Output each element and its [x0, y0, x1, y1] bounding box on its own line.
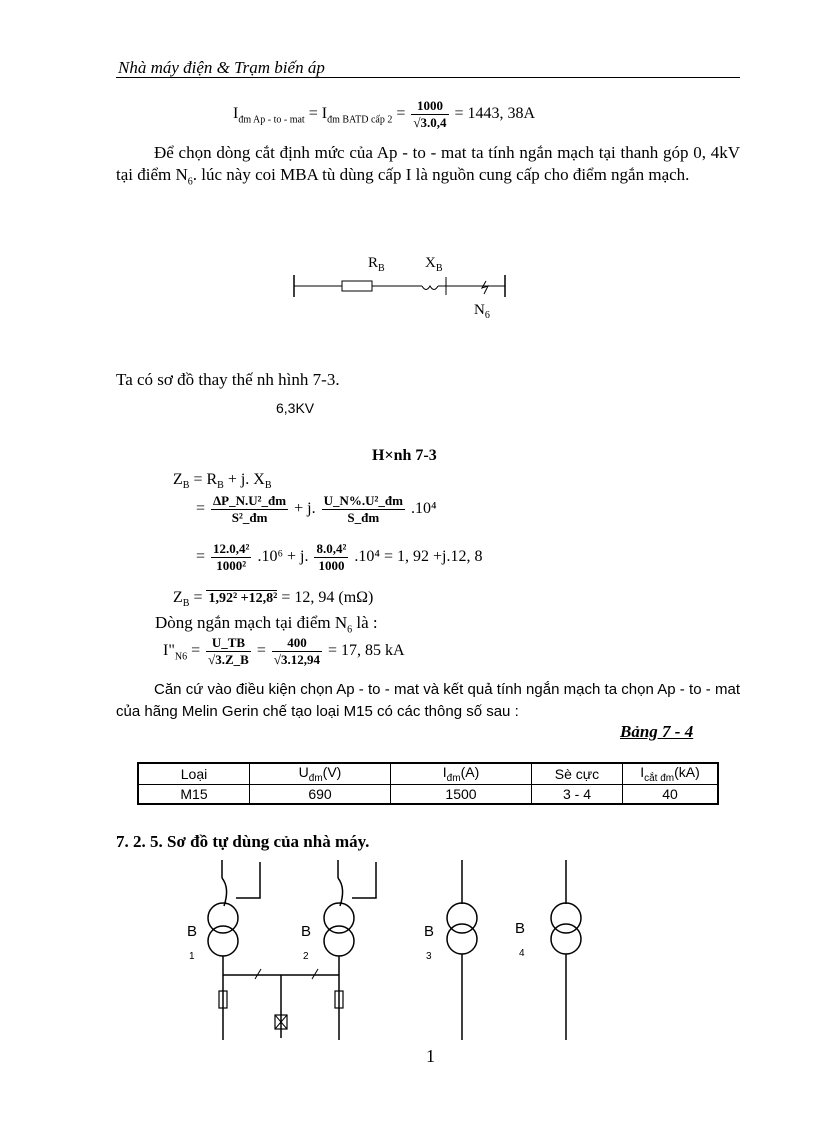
table-header-text: Loại [180, 765, 208, 782]
zb-line-3: = $\frac{\text{12.0,4²}}{\text{1000²}}$ .10⁶ + j. $\frac{\text{8.0,4²}}{1000}$ .10⁴ = 1, 92 +j.12, 8 [196, 541, 483, 573]
table-header-unit: (A) [460, 764, 480, 780]
transformer-number-3: 3 [426, 951, 432, 962]
label-n6-main: N [474, 302, 485, 318]
zb-line-4-z: Z [173, 589, 183, 606]
label-xb-sub: B [435, 263, 443, 274]
zb-line-2-frac2 [322, 493, 405, 526]
paragraph-3-text: Dòng ngắn mạch tại điểm N [155, 613, 348, 632]
zb-line-2-tail: .10⁴ [410, 500, 437, 518]
figure-caption: H×nh 7-3 [372, 447, 437, 464]
transformer-b1-winding-2 [208, 926, 238, 956]
transformer-b2-winding-1 [324, 903, 354, 933]
table-cell: 1500 [391, 784, 532, 804]
zb-line-3-frac1 [211, 541, 251, 574]
zb-line-1-r: = R [193, 471, 218, 488]
inductor-symbol [422, 286, 438, 290]
label-xb [425, 255, 443, 274]
formula-idm-result: = 1443, 38A [454, 105, 536, 123]
table-header-row [138, 763, 718, 784]
transformer-b3-winding-2 [447, 924, 477, 954]
transformer-number-2: 2 [303, 951, 309, 962]
voltage-label: 6,3KV [276, 400, 315, 416]
zb-line-3-den1: 1000² [216, 558, 247, 573]
table-header-cell [623, 763, 719, 784]
auxiliary-diagram [150, 858, 630, 1048]
zb-line-1-z: Z [173, 471, 183, 488]
ik-den1: √3.Z_B [208, 652, 249, 667]
transformer-label-b2: B [301, 923, 312, 940]
table-header-cell [391, 763, 532, 784]
zb-line-4-zsub: B [182, 598, 190, 610]
zb-line-2: = $\frac{\text{ΔP\_N.U²\_đm}}{\text{S²\_đm}}$ + j. $\frac{\text{U\_N\%.U²\_đm}}{S\_đm}$ .10⁴ [196, 493, 437, 525]
table-header-text: U [298, 764, 309, 780]
zb-line-3-tail: .10⁴ = 1, 92 +j.12, 8 [354, 548, 483, 566]
zb-line-1 [173, 471, 272, 491]
label-xb-main: X [425, 255, 436, 271]
label-rb-main: R [368, 255, 379, 271]
formula-idm-lhs-sub: đm Ap - to - mat [238, 114, 305, 126]
header-rule [116, 77, 740, 78]
spec-table [137, 762, 719, 805]
paragraph-1 [116, 142, 740, 193]
table-cell: 3 - 4 [532, 784, 623, 804]
paragraph-3-end: là : [352, 613, 378, 632]
table-cell: 40 [623, 784, 719, 804]
paragraph-1-end: . lúc này coi MBA tù dùng cấp I là nguồn cung cấp cho điểm ngắn mạch. [192, 165, 690, 184]
ik-num1: U_TB [206, 635, 251, 652]
label-n6 [474, 302, 490, 321]
table-header-cell [250, 763, 391, 784]
table-header-cell [138, 763, 250, 784]
label-rb-sub: B [378, 263, 385, 274]
paragraph-2: Ta có sơ đồ thay thế nh hình 7-3. [116, 370, 340, 389]
table-cell: 690 [250, 784, 391, 804]
table-header-cell [532, 763, 623, 784]
zb-line-1-rsub: B [217, 480, 224, 492]
transformer-number-1: 1 [189, 951, 195, 962]
ik-eq: = [187, 642, 205, 660]
transformer-label-b4: B [515, 920, 526, 937]
table-header-unit: (V) [322, 764, 342, 780]
table-header-text: Sè cực [554, 765, 600, 782]
table-cell: M15 [138, 784, 250, 804]
table-header-sub: đm [446, 772, 461, 784]
ik-den2: √3.12,94 [273, 652, 321, 667]
table-header-text: I [640, 764, 645, 780]
label-rb [368, 255, 385, 274]
zb-line-2-num1: ΔP_N.U²_đm [213, 493, 287, 508]
formula-idm-lhs: I [233, 105, 239, 123]
table-header-sub: đm [308, 772, 323, 784]
zb-line-1-zsub: B [182, 480, 190, 492]
paragraph-3-sub: 6 [347, 624, 353, 636]
ik-lhs: I" [163, 642, 175, 660]
ik-frac1 [206, 635, 251, 668]
table-row [138, 784, 718, 804]
transformer-label-b3: B [424, 923, 435, 940]
label-n6-sub: 6 [484, 310, 490, 321]
zb-line-3-mid: .10⁶ + j. [257, 548, 309, 566]
transformer-number-4: 4 [519, 948, 525, 959]
zb-line-2-frac1 [211, 493, 288, 526]
zb-line-4-eq: = [189, 589, 207, 606]
zb-line-3-num2: 8.0,4² [316, 541, 347, 556]
ik-lhs-sub: N6 [174, 651, 188, 663]
zb-line-2-den2: S_đm [347, 510, 380, 525]
table-caption: Bảng 7 - 4 [620, 722, 694, 741]
ik-frac2 [272, 635, 322, 668]
page-number: 1 [426, 1046, 435, 1066]
ik-result: = 17, 85 kA [328, 642, 405, 660]
formula-idm-fraction [411, 98, 448, 131]
zb-line-4-result: = 12, 94 (mΩ) [277, 589, 374, 606]
fault-arrow-icon [482, 281, 488, 294]
zb-line-2-den1: S²_đm [231, 510, 268, 525]
formula-idm: $I_{đm Ap - to - mat} = I_{đm BATD cấp 2}$ = $\frac{1000}{√3.0,4}$ = 1443, 38A [233, 98, 536, 130]
paragraph-1-sub: 6 [187, 176, 193, 188]
ik-num2: 400 [272, 635, 322, 652]
transformer-b1-winding-1 [208, 903, 238, 933]
ik-formula: $I"_{N6}$ = $\frac{U\_TB}{√3.Z\_B}$ = $\frac{400}{√3.12,94}$ = 17, 85 kA [163, 635, 405, 667]
formula-idm-den: √3.0,4 [413, 115, 447, 130]
transformer-b4-winding-2 [551, 924, 581, 954]
paragraph-4: Căn cứ vào điều kiện chọn Ap - to - mat và kết quả tính ngắn mạch ta chọn Ap - to - mat của hãng Melin Gerin chế tạo loại M15 có các thông số sau : [116, 681, 740, 720]
zb-line-2-mid: + j. [294, 500, 316, 518]
transformer-label-b1: B [187, 923, 198, 940]
formula-idm-mid: = I [308, 105, 328, 123]
table-header-unit: (kA) [674, 764, 700, 780]
section-heading: 7. 2. 5. Sơ đồ tự dùng của nhà máy. [116, 832, 370, 851]
formula-idm-mid-sub: đm BATD cấp 2 [327, 114, 393, 126]
circuit-diagram-1 [280, 245, 530, 325]
page-header-title: Nhà máy điện & Trạm biến áp [118, 58, 325, 77]
zb-line-2-num2: U_N%.U²_đm [323, 493, 403, 508]
transformer-b2-winding-2 [324, 926, 354, 956]
zb-line-1-x: + j. X [227, 471, 265, 488]
table-header-text: I [442, 764, 447, 780]
table-header-sub: cắt đm [644, 772, 675, 784]
formula-idm-num: 1000 [411, 98, 448, 115]
zb-line-3-den2: 1000 [318, 558, 345, 573]
paragraph-1-text: Để chọn dòng cắt định mức của Ap - to - mat ta tính ngắn mạch tại thanh góp 0, 4kV tại điểm N [116, 143, 740, 184]
zb-line-3-num1: 12.0,4² [213, 541, 250, 556]
resistor-symbol [342, 281, 372, 291]
zb-line-3-frac2 [314, 541, 348, 574]
zb-line-4 [173, 589, 373, 609]
zb-line-1-xsub: B [264, 480, 272, 492]
zb-line-4-sqrt: 1,92² +12,8² [208, 591, 278, 606]
